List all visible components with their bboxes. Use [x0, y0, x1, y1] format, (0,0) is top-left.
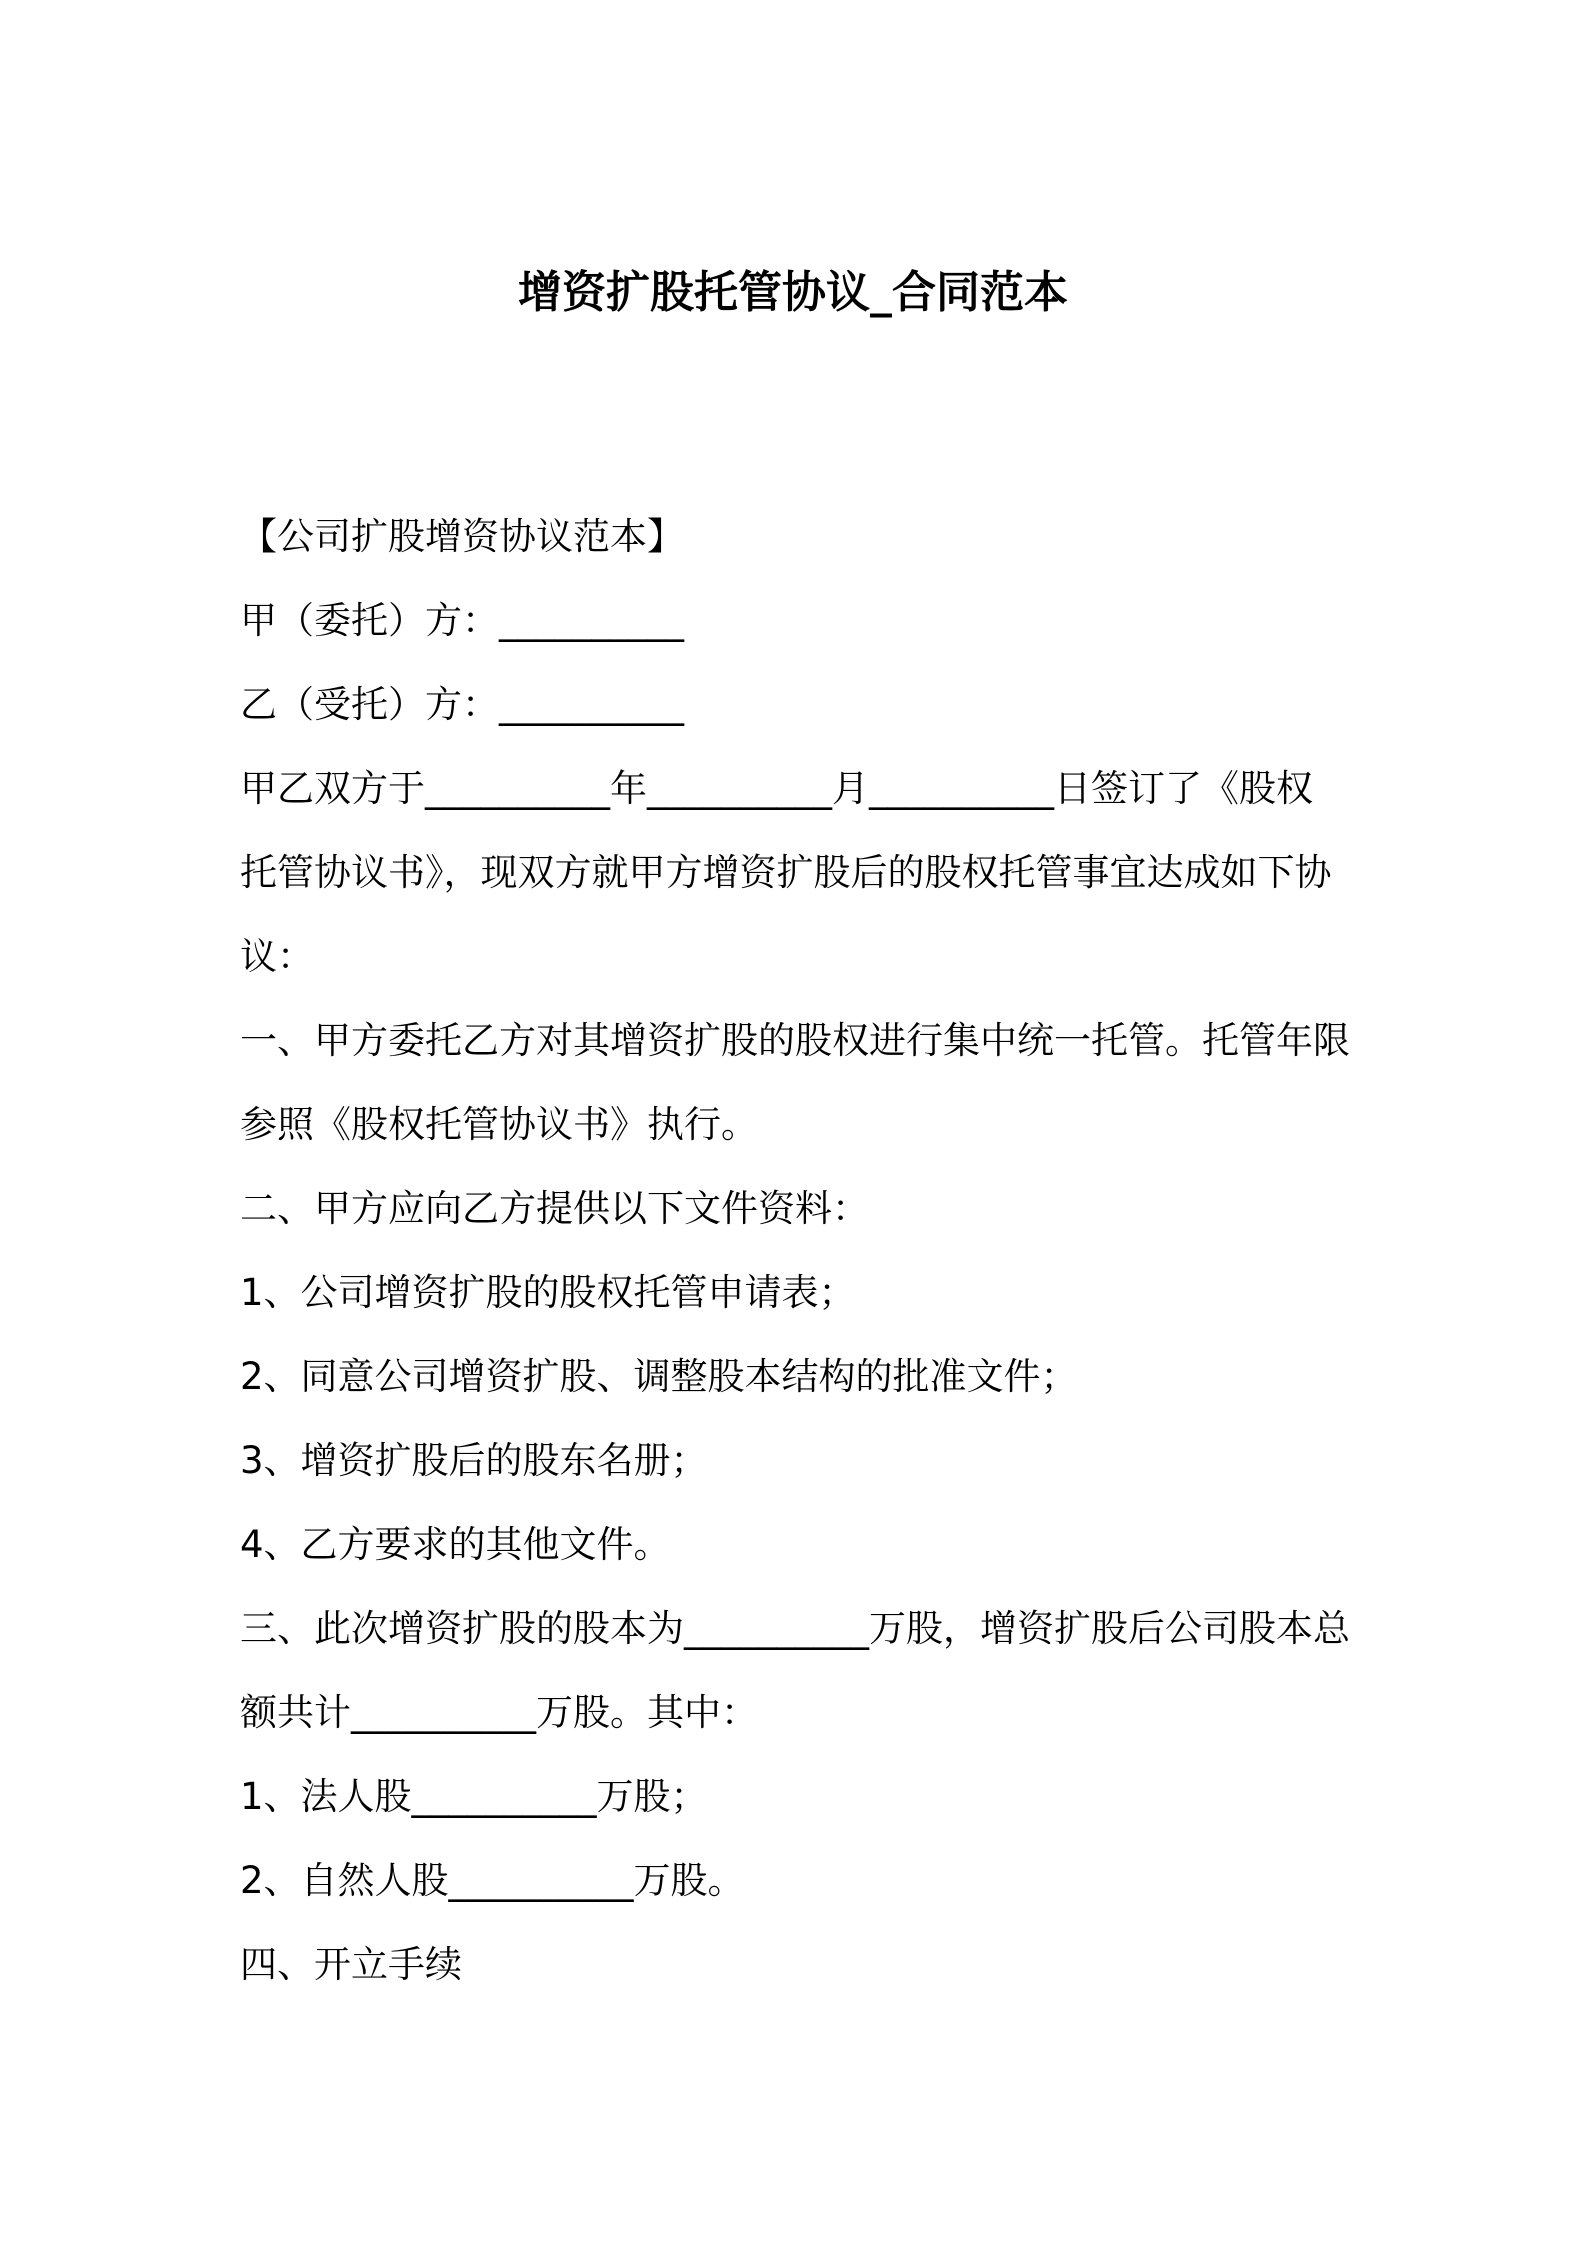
clause-1-line-2: 参照《股权托管协议书》执行。 — [240, 1103, 758, 1146]
clause-2-item-4: 4、乙方要求的其他文件。 — [240, 1523, 671, 1566]
clause-3-line-1: 三、此次增资扩股的股本为__________万股，增资扩股后公司股本总 — [240, 1607, 1350, 1650]
clause-3-item-1: 1、法人股__________万股； — [240, 1775, 708, 1818]
document-title: 增资扩股托管协议_合同范本 — [518, 267, 1068, 318]
clause-2-item-3: 3、增资扩股后的股东名册； — [240, 1439, 708, 1482]
intro-line-3: 议： — [240, 935, 314, 978]
clause-2-heading: 二、甲方应向乙方提供以下文件资料： — [240, 1187, 869, 1230]
party-b-line: 乙（受托）方：__________ — [240, 683, 684, 726]
intro-line-1: 甲乙双方于__________年__________月__________日签订了《股权 — [240, 767, 1313, 810]
clause-3-item-2: 2、自然人股__________万股。 — [240, 1859, 745, 1902]
clause-2-item-1: 1、公司增资扩股的股权托管申请表； — [240, 1271, 856, 1314]
clause-4-heading: 四、开立手续 — [240, 1943, 462, 1986]
clause-1-line-1: 一、甲方委托乙方对其增资扩股的股权进行集中统一托管。托管年限 — [240, 1019, 1350, 1062]
clause-3-line-2: 额共计__________万股。其中： — [240, 1691, 758, 1734]
intro-line-2: 托管协议书》，现双方就甲方增资扩股后的股权托管事宜达成如下协 — [240, 851, 1332, 894]
document-body — [240, 495, 1360, 2007]
clause-2-item-2: 2、同意公司增资扩股、调整股本结构的批准文件； — [240, 1355, 1078, 1398]
party-a-line: 甲（委托）方：__________ — [240, 599, 684, 642]
section-heading: 【公司扩股增资协议范本】 — [240, 515, 684, 558]
